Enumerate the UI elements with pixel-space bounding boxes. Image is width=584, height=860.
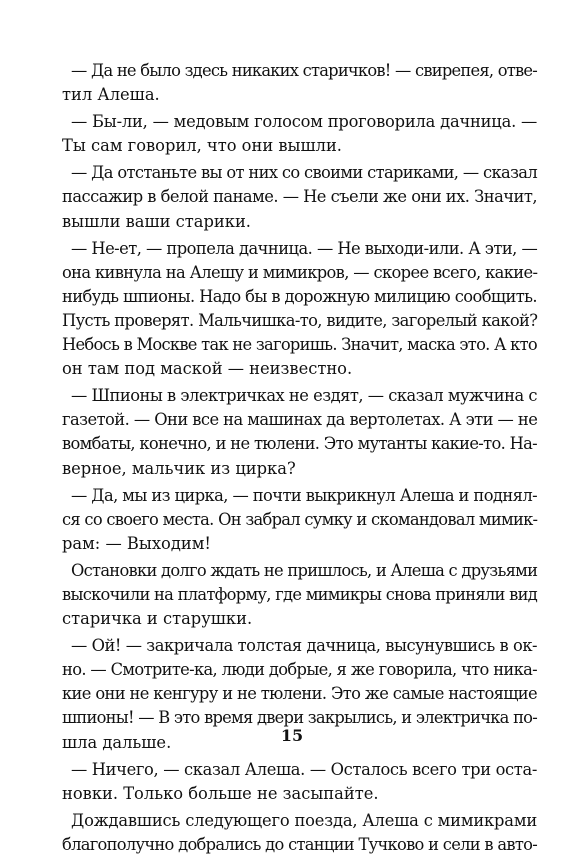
paragraph <box>62 384 537 480</box>
text-line: выскочили на платформу, где мимикры снова приняли вид <box>62 584 538 604</box>
text-line: Ты сам говорил, что они вышли. <box>62 136 342 156</box>
paragraph <box>62 758 537 806</box>
paragraph <box>62 809 537 857</box>
text-line: шпионы! — В это время двери закрылись, и электричка по- <box>62 708 537 728</box>
text-line: — Ничего, — сказал Алеша. — Осталось всего три оста- <box>71 759 537 779</box>
paragraph <box>62 237 537 382</box>
text-line: Остановки долго ждать не пришлось, и Алеша с друзьями <box>71 560 538 580</box>
text-line: шла дальше. <box>62 732 172 752</box>
text-line: вышли ваши старики. <box>62 211 251 231</box>
text-line: — Шпионы в электричках не ездят, — сказал мужчина с <box>71 386 537 406</box>
text-line: — Ой! — закричала толстая дачница, высунувшись в ок- <box>71 636 538 656</box>
text-line: рам: — Выходим! <box>62 533 211 553</box>
text-line: ся со своего места. Он забрал сумку и скомандовал мимик- <box>62 509 538 529</box>
text-line: Пусть проверят. Мальчишка-то, видите, загорелый какой? <box>62 310 538 330</box>
text-line: верное, мальчик из цирка? <box>62 458 296 478</box>
text-line: он там под маской — неизвестно. <box>62 359 353 379</box>
text-line: тил Алеша. <box>62 85 160 105</box>
text-line: — Да не было здесь никаких старичков! — свирепея, отве- <box>71 61 537 80</box>
paragraph <box>62 110 537 158</box>
paragraph <box>62 161 537 233</box>
text-line: новки. Только больше не засыпайте. <box>62 783 379 803</box>
text-line: — Бы-ли, — медовым голосом проговорила дачница. — <box>71 112 538 132</box>
text-line: но. — Смотрите-ка, люди добрые, я же говорила, что ника- <box>62 660 537 680</box>
text-line: — Не-ет, — пропела дачница. — Не выходи-или. А эти, — <box>71 238 538 258</box>
text-line: пассажир в белой панаме. — Не съели же они их. Значит, <box>62 187 537 207</box>
text-line: она кивнула на Алешу и мимикров, — скорее всего, какие- <box>62 262 538 282</box>
paragraph <box>62 59 537 107</box>
text-line: — Да отстаньте вы от них со своими стариками, — сказал <box>71 163 538 183</box>
text-line: старичка и старушки. <box>62 609 253 629</box>
text-line: газетой. — Они все на машинах да вертолетах. А эти — не <box>62 410 538 430</box>
text-line: — Да, мы из цирка, — почти выкрикнул Алеша и поднял- <box>71 485 538 505</box>
paragraph <box>62 484 537 556</box>
text-line: благополучно добрались до станции Тучково и сели в авто- <box>62 834 537 854</box>
text-line: нибудь шпионы. Надо бы в дорожную милицию сообщить. <box>62 286 537 306</box>
paragraph <box>62 559 537 631</box>
page-number: 15 <box>280 726 304 745</box>
text-line: Дождавшись следующего поезда, Алеша с мимикрами <box>71 810 537 830</box>
text-line: вомбаты, конечно, и не тюлени. Это мутанты какие-то. На- <box>62 434 537 454</box>
text-line: кие они не кенгуру и не тюлени. Это же самые настоящие <box>62 684 537 704</box>
text-line: Небось в Москве так не загоришь. Значит, маска это. А кто <box>62 335 537 355</box>
